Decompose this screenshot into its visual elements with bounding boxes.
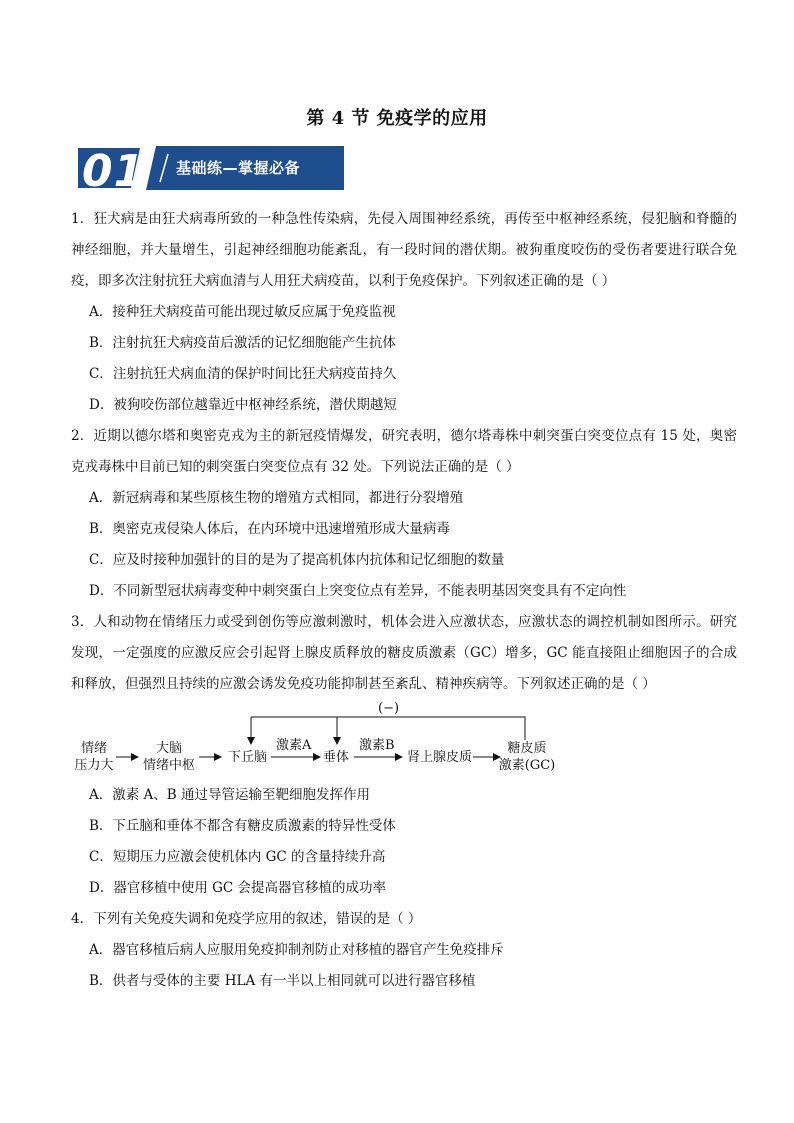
question-3-option-d: D．器官移植中使用 GC 会提高器官移植的成功率 <box>89 880 387 896</box>
question-1-option-d: D．被狗咬伤部位越靠近中枢神经系统，潜伏期越短 <box>89 397 397 413</box>
question-1-option-c: C．注射抗狂犬病血清的保护时间比狂犬病疫苗持久 <box>89 366 397 382</box>
question-2-option-a: A．新冠病毒和某些原核生物的增殖方式相同，都进行分裂增殖 <box>89 490 464 506</box>
page-title: 第 4 节 免疫学的应用 <box>306 108 488 129</box>
node-glucocorticoid: 糖皮质 激素(GC) <box>498 741 556 773</box>
node-brain-emotion-center: 大脑 情绪中枢 <box>142 741 195 773</box>
question-4-option-b: B．供者与受体的主要 HLA 有一半以上相同就可以进行器官移植 <box>89 973 476 989</box>
banner-number: 01 <box>82 146 146 190</box>
question-2-stem: 2．近期以德尔塔和奥密克戎为主的新冠疫情爆发，研究表明，德尔塔毒株中刺突蛋白突变位点有 15 处，奥密克戎毒株中目前已知的刺突蛋白突变位点有 32 处。下列说法正确的是（ ） <box>71 428 737 475</box>
question-4-stem: 4．下列有关免疫失调和免疫学应用的叙述，错误的是（ ） <box>71 911 422 927</box>
question-3-option-c: C．短期压力应激会使机体内 GC 的含量持续升高 <box>89 849 386 865</box>
question-3-stem: 3．人和动物在情绪压力或受到创伤等应激刺激时，机体会进入应激状态，应激状态的调控机制如图所示。研究发现，一定强度的应激反应会引起肾上腺皮质释放的糖皮质激素（GC）增多，GC 能直接阻止细胞因子的合成和释放，但强烈且持续的应激会诱发免疫功能抑制甚至紊乱、精神疾病等。下列叙述正确的是（ ） <box>71 614 737 692</box>
banner-label: 基础练—掌握必备 <box>176 159 301 177</box>
node-pituitary: 垂体 <box>323 750 350 765</box>
stress-regulation-diagram <box>71 700 737 780</box>
label-hormone-b: 激素B <box>359 738 395 753</box>
feedback-label: (−) <box>378 701 400 716</box>
question-3-option-b: B．下丘脑和垂体不都含有糖皮质激素的特异性受体 <box>89 818 396 834</box>
node-hypothalamus: 下丘脑 <box>228 750 268 765</box>
question-1-option-a: A．接种狂犬病疫苗可能出现过敏反应属于免疫监视 <box>89 304 396 320</box>
question-1-option-b: B．注射抗狂犬病疫苗后激活的记忆细胞能产生抗体 <box>89 335 396 351</box>
question-2-option-b: B．奥密克戎侵染人体后，在内环境中迅速增殖形成大量病毒 <box>89 521 450 537</box>
node-adrenal-cortex: 肾上腺皮质 <box>407 750 473 765</box>
node-stress: 情绪 压力大 <box>74 741 114 773</box>
label-hormone-a: 激素A <box>276 738 312 753</box>
question-3-option-a: A．激素 A、B 通过导管运输至靶细胞发挥作用 <box>89 787 371 803</box>
question-list <box>71 204 737 997</box>
question-2-option-c: C．应及时接种加强针的目的是为了提高机体内抗体和记忆细胞的数量 <box>89 552 505 568</box>
question-4-option-a: A．器官移植后病人应服用免疫抑制剂防止对移植的器官产生免疫排斥 <box>89 942 504 958</box>
question-1-stem: 1．狂犬病是由狂犬病毒所致的一种急性传染病，先侵入周围神经系统，再传至中枢神经系统，侵犯脑和脊髓的神经细胞，并大量增生，引起神经细胞功能紊乱，有一段时间的潜伏期。被狗重度咬伤的受伤者要进行联合免疫，即多次注射抗狂犬病血清与人用狂犬病疫苗，以利于免疫保护。下列叙述正确的是（ ） <box>71 211 737 289</box>
question-2-option-d: D．不同新型冠状病毒变种中刺突蛋白上突变位点有差异，不能表明基因突变具有不定向性 <box>89 583 627 599</box>
